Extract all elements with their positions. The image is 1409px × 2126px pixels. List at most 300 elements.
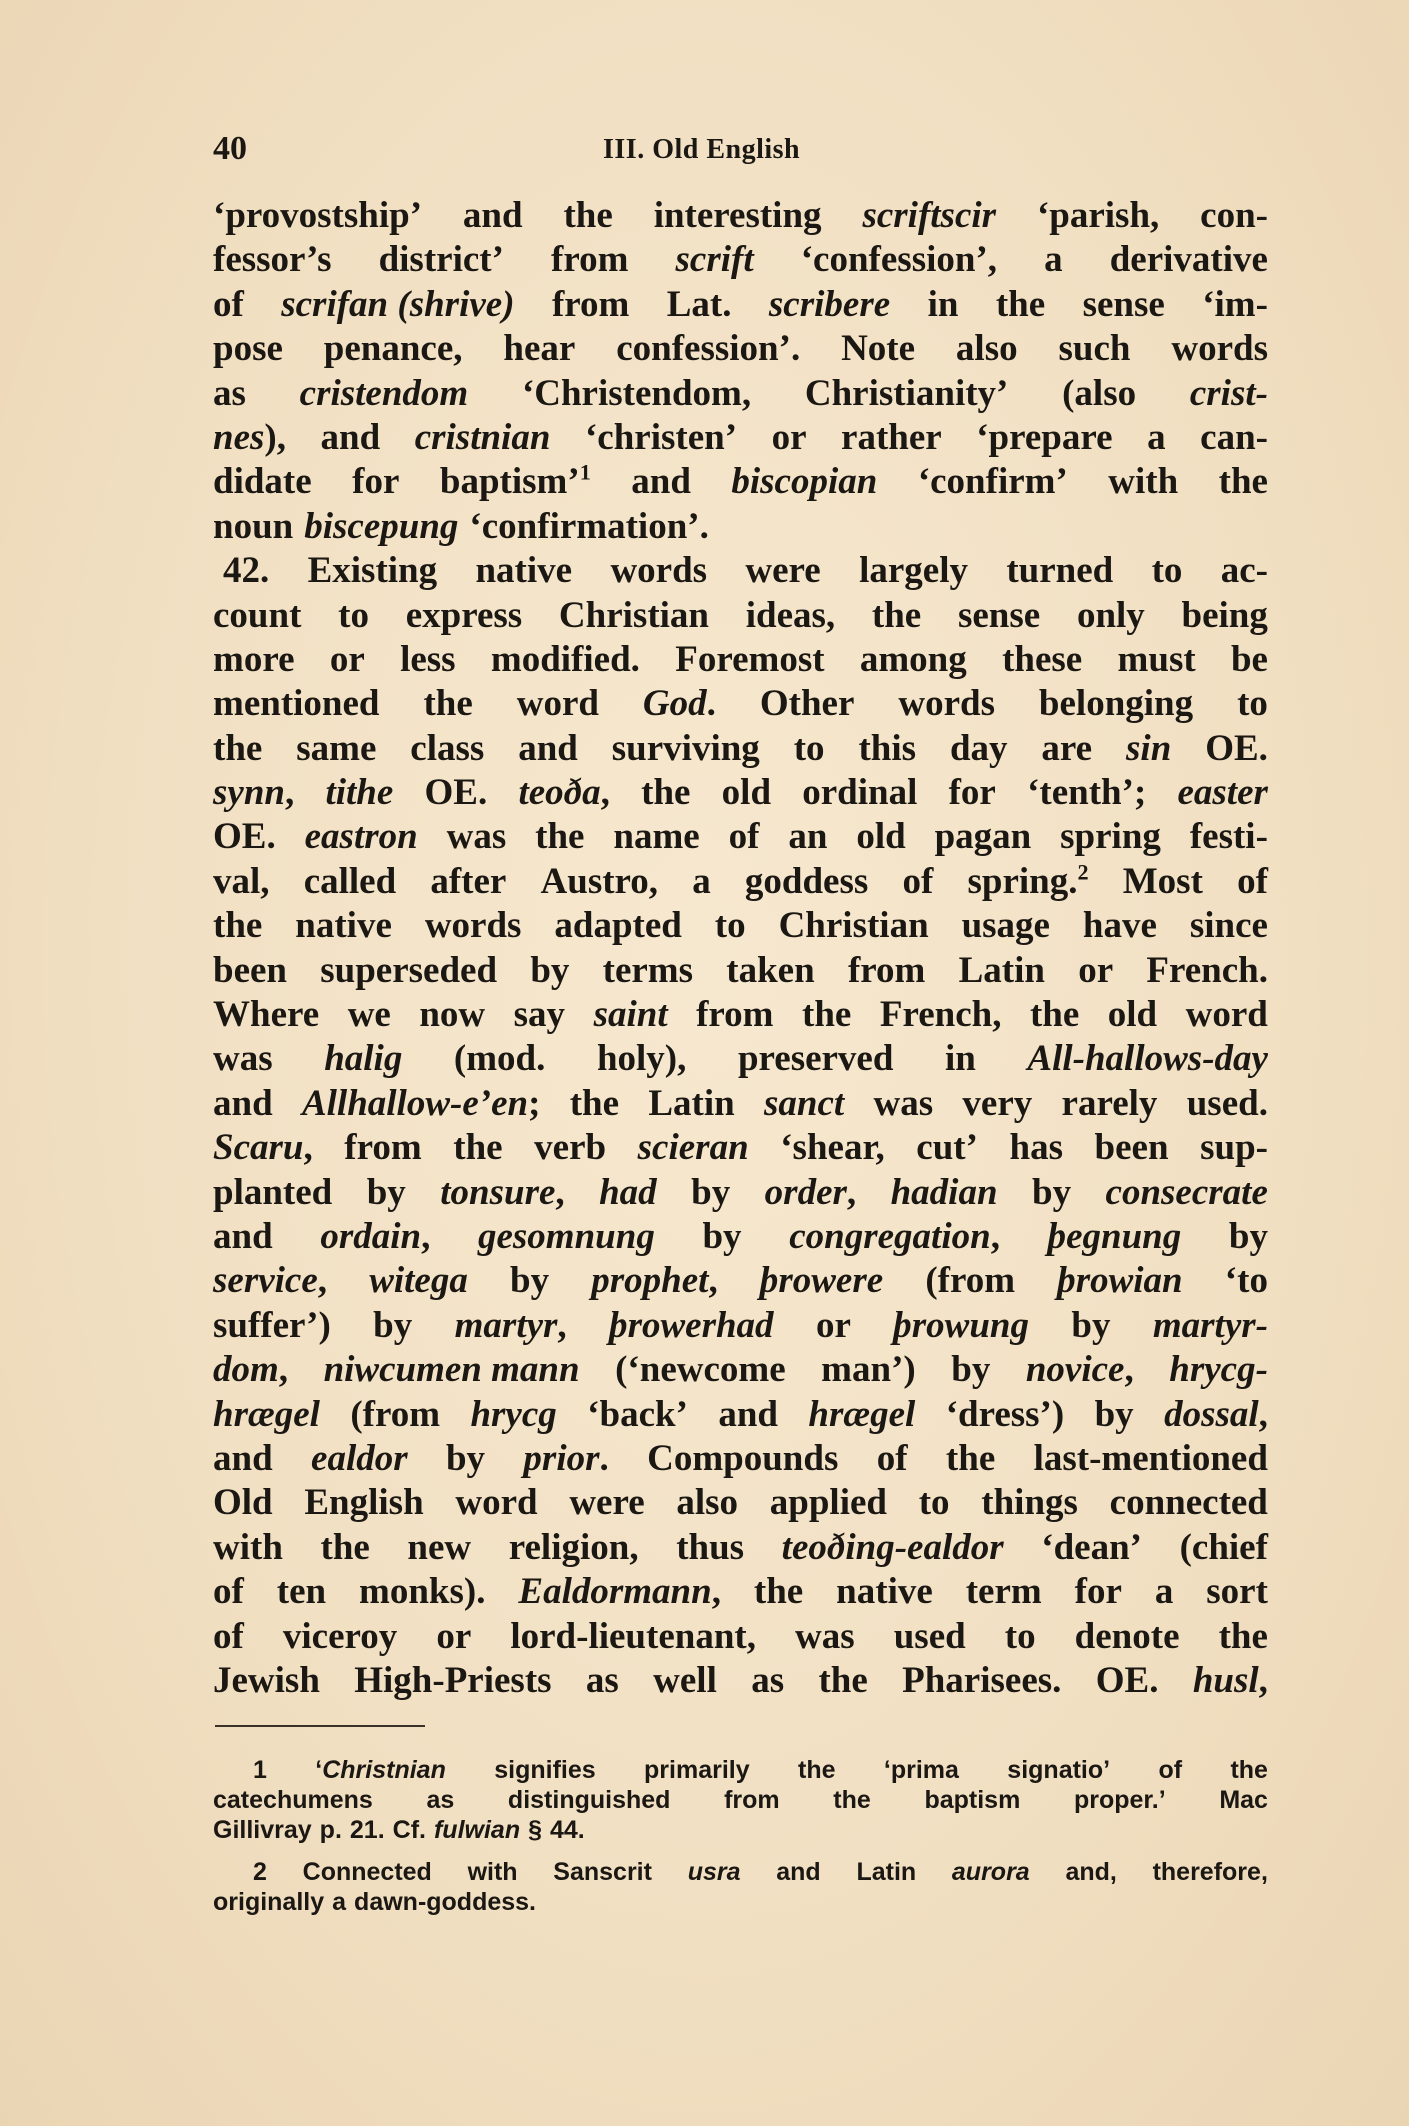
word: Jewish [213, 1659, 320, 1701]
word: ‘im- [1202, 283, 1268, 325]
word: ‘christen’ [584, 416, 738, 458]
word: ‘shear, [780, 1127, 885, 1169]
word: from [344, 1127, 422, 1169]
word: hear [503, 328, 576, 370]
word: as [213, 372, 246, 414]
text-line [213, 1659, 1268, 1703]
word: the [641, 772, 691, 814]
word: now [419, 994, 486, 1036]
word: words [424, 905, 522, 947]
word: an [788, 816, 828, 858]
word: from [551, 283, 630, 325]
word: or [436, 1615, 472, 1657]
word: these [1002, 638, 1083, 680]
word: distinguished [507, 1786, 671, 1814]
text-line [213, 904, 1268, 948]
word: ‘confirm’ [917, 461, 1068, 503]
word: sanct [763, 1082, 845, 1124]
word: been [213, 949, 287, 991]
text-line [213, 1304, 1268, 1348]
word: same [296, 727, 377, 769]
word: § [528, 1816, 542, 1844]
word: superseded [320, 949, 498, 991]
word: have [1082, 905, 1157, 947]
word: þrowerhad [609, 1304, 774, 1346]
word: ‘prepare [976, 416, 1113, 458]
word: the [535, 816, 585, 858]
word: and [320, 416, 381, 458]
word: terms [602, 949, 694, 991]
word: scriftscir [862, 195, 997, 236]
text-line [213, 594, 1268, 638]
word: by [951, 1349, 991, 1391]
word: words [1171, 328, 1268, 370]
footnote-line [213, 1755, 1268, 1785]
word: hrægel [213, 1393, 320, 1435]
word: a [1154, 1571, 1174, 1613]
word: Compounds [647, 1437, 839, 1479]
word: ‘parish, [1036, 195, 1160, 236]
word: of [876, 1437, 908, 1479]
word: used [893, 1615, 966, 1657]
word: OE. [1205, 727, 1268, 769]
word: Latin [958, 949, 1045, 991]
text-line [213, 1037, 1268, 1081]
word: hrægel [808, 1393, 916, 1435]
word: derivative [1109, 239, 1268, 281]
word: High-Priests [354, 1659, 552, 1701]
word: hrycg- [1169, 1349, 1268, 1391]
word: (chief [1179, 1526, 1268, 1568]
text-line [213, 416, 1268, 460]
word: we [347, 994, 391, 1036]
word: congregation, [789, 1215, 1000, 1257]
word: name [613, 816, 700, 858]
word: words [610, 550, 708, 592]
word: ‘confession’, [800, 239, 998, 281]
word: the [213, 727, 263, 769]
word: religion, [508, 1526, 639, 1568]
word: for [1074, 1571, 1122, 1613]
word: or [815, 1304, 851, 1346]
word: OE. [424, 772, 488, 814]
word: All-hallows-day [1027, 1038, 1268, 1080]
word: Where [213, 994, 320, 1036]
text-line [213, 1126, 1268, 1170]
word: sin [1126, 727, 1172, 769]
word: and, [1065, 1858, 1117, 1886]
word: cristendom [299, 372, 469, 414]
text-line [213, 1570, 1268, 1614]
word: proper.’ [1073, 1786, 1166, 1814]
word: used. [1186, 1082, 1268, 1124]
word: for [352, 461, 400, 503]
word: halig [324, 1038, 403, 1080]
word: sort [1206, 1571, 1268, 1613]
footnotes [213, 1755, 1268, 1917]
word: belonging [1038, 683, 1194, 725]
word: by [1032, 1171, 1072, 1213]
word: þrowere [759, 1260, 884, 1302]
word: old [721, 772, 772, 814]
word: to [918, 1482, 950, 1524]
word: to [1151, 550, 1183, 592]
word: adapted [554, 905, 682, 947]
word: interesting [653, 195, 822, 236]
word: was [795, 1615, 855, 1657]
word: by [702, 1215, 742, 1257]
text-line [213, 283, 1268, 327]
word: prior. [523, 1437, 609, 1479]
text-line [213, 194, 1268, 238]
word: Christian [558, 594, 709, 636]
text-line [213, 1437, 1268, 1481]
word: the [423, 683, 473, 725]
page-number: 40 [213, 130, 247, 167]
word: crist- [1189, 372, 1268, 414]
word: God. [642, 683, 716, 725]
word: the [1029, 994, 1080, 1036]
word: pagan [934, 816, 1032, 858]
word: and [718, 1393, 778, 1435]
word: of [1158, 1756, 1183, 1784]
word: þrowian [1057, 1260, 1183, 1302]
word: prophet, [591, 1260, 718, 1302]
word: scrift [675, 239, 754, 281]
text-line [213, 549, 1268, 593]
word: baptism [924, 1786, 1021, 1814]
word: martyr- [1152, 1304, 1268, 1346]
word: (‘newcome [615, 1349, 786, 1391]
word: Sanscrit [553, 1858, 652, 1886]
word: the [833, 1786, 871, 1814]
word: the [569, 1082, 620, 1124]
word: Other [759, 683, 855, 725]
word: suffer’) [213, 1304, 331, 1346]
word: saint [593, 994, 668, 1036]
word: say [513, 994, 566, 1036]
text-line [213, 638, 1268, 682]
word: the [320, 1526, 370, 1568]
word: OE. [213, 816, 276, 858]
word: signifies [494, 1756, 596, 1784]
word: and [462, 195, 523, 236]
word: ‘prima [883, 1756, 959, 1784]
word: with [1108, 461, 1179, 503]
word: express [405, 594, 523, 636]
word: viceroy [282, 1615, 398, 1657]
word: scrifan (shrive) [281, 283, 515, 325]
word: to [338, 594, 369, 636]
text-line [213, 815, 1268, 859]
word: Note [841, 328, 916, 370]
word: by [1094, 1393, 1134, 1435]
word: native [475, 550, 573, 592]
word: term [965, 1571, 1042, 1613]
word: a [692, 860, 711, 902]
word: are [1041, 727, 1093, 769]
word: count [213, 594, 302, 636]
footnote-2 [213, 1857, 1268, 1917]
word: Most [1122, 860, 1203, 902]
word: preserved [737, 1038, 894, 1080]
word: easter [1177, 772, 1268, 814]
text-line [213, 727, 1268, 771]
word: be [1230, 638, 1268, 680]
word: well [653, 1659, 717, 1701]
word: only [1076, 594, 1145, 636]
word: French. [1146, 949, 1268, 991]
word: ‘dress’) [945, 1393, 1065, 1435]
word: con- [1200, 195, 1268, 236]
word: ‘to [1224, 1260, 1268, 1302]
word: rather [841, 416, 942, 458]
word: English [304, 1482, 424, 1524]
word: eastron [304, 816, 418, 858]
text-line [213, 327, 1268, 371]
word: also [955, 328, 1018, 370]
word: of [213, 1571, 244, 1613]
word: the [995, 283, 1046, 325]
word: among [859, 638, 967, 680]
word: ‘Christnian [315, 1756, 446, 1784]
word: and [213, 1082, 273, 1124]
word: biscepung [304, 505, 459, 547]
word: was [213, 1038, 273, 1080]
word: of [902, 860, 934, 902]
word: and [518, 727, 578, 769]
word: dossal, [1164, 1393, 1268, 1435]
word: baptism’$^1$ [439, 460, 591, 503]
word: modified. [490, 638, 640, 680]
word: old [856, 816, 906, 858]
word: planted [213, 1171, 333, 1213]
word: for [948, 772, 996, 814]
text-line [213, 860, 1268, 904]
word: ‘Christendom, [521, 372, 752, 414]
word: from [847, 949, 926, 991]
word: in [927, 283, 959, 325]
word: largely [859, 550, 968, 592]
word: ‘back’ [587, 1393, 688, 1435]
word: hadian [890, 1171, 998, 1213]
word: were [569, 1482, 645, 1524]
word: word [516, 683, 599, 725]
word: the [871, 594, 922, 636]
word: taken [726, 949, 815, 991]
word: by [1228, 1215, 1268, 1257]
word: ten [276, 1571, 327, 1613]
word: from [551, 239, 629, 281]
word: French, [879, 994, 1002, 1036]
word: must [1117, 638, 1196, 680]
word: old [1107, 994, 1158, 1036]
word: things [981, 1482, 1078, 1524]
word: this [858, 727, 917, 769]
word: Connected [302, 1858, 432, 1886]
word: Christianity’ [804, 372, 1009, 414]
word: therefore, [1152, 1858, 1268, 1886]
word: 1 [253, 1756, 267, 1784]
text-line [213, 771, 1268, 815]
word: Austro, [540, 860, 659, 902]
word: called [303, 860, 397, 902]
word: catechumens [213, 1786, 373, 1814]
word: Latin [648, 1082, 735, 1124]
word: 44. [550, 1816, 585, 1844]
word: and [776, 1858, 821, 1886]
word: last-mentioned [1033, 1437, 1268, 1479]
word: goddess [744, 860, 869, 902]
word: the [453, 1127, 503, 1169]
word: word [1185, 994, 1268, 1036]
text-line [213, 372, 1268, 416]
word: man’) [821, 1349, 916, 1391]
text-line [213, 1171, 1268, 1215]
word: by [373, 1304, 413, 1346]
footnote-1 [213, 1755, 1268, 1845]
word: of [728, 816, 760, 858]
word: denote [1074, 1615, 1180, 1657]
word: cut’ [916, 1127, 978, 1169]
word: the [1218, 461, 1268, 503]
word: scribere [768, 283, 891, 325]
word: monks). [359, 1571, 486, 1613]
footnote-line [213, 1785, 1268, 1815]
word: sense [957, 594, 1041, 636]
word: by [1071, 1304, 1111, 1346]
word: more [213, 638, 295, 680]
word: applied [769, 1482, 887, 1524]
word: ordain, [320, 1215, 431, 1257]
word: native [295, 905, 392, 947]
word: ideas, [745, 594, 836, 636]
word: mentioned [213, 683, 380, 725]
word: connected [1109, 1482, 1268, 1524]
text-line [213, 682, 1268, 726]
word: from [696, 994, 774, 1036]
word: Scaru, [213, 1127, 313, 1169]
word: after [430, 860, 507, 902]
word: service, [213, 1260, 328, 1302]
word: since [1189, 905, 1268, 947]
word: consecrate [1105, 1171, 1268, 1213]
word: a [332, 1888, 347, 1916]
word: to [714, 905, 746, 947]
text-line [213, 1259, 1268, 1303]
word: ealdor [311, 1437, 408, 1479]
word: the [818, 1659, 868, 1701]
word: being [1181, 594, 1268, 636]
word: had [599, 1171, 657, 1213]
word: by [366, 1171, 406, 1213]
word: or [329, 638, 365, 680]
word: usage [961, 905, 1050, 947]
word: the [753, 1571, 804, 1613]
word: to [1004, 1615, 1036, 1657]
text-line [213, 1393, 1268, 1437]
word: Foremost [675, 638, 825, 680]
word: very [962, 1082, 1033, 1124]
text-line [213, 1082, 1268, 1126]
word: ‘confirmation’. [469, 505, 709, 547]
word: novice, [1025, 1349, 1134, 1391]
word: þegnung [1047, 1215, 1182, 1257]
word: to [793, 727, 825, 769]
word: cristnian [414, 416, 551, 458]
word: martyr, [454, 1304, 567, 1346]
text-line [213, 1481, 1268, 1525]
word: aurora [951, 1858, 1030, 1886]
word: dawn-goddess. [354, 1888, 537, 1916]
word: word [455, 1482, 538, 1524]
word: a [1147, 416, 1166, 458]
word: the [1230, 1756, 1268, 1784]
word: (mod. [453, 1038, 546, 1080]
word: noun [213, 505, 294, 547]
word: biscopian [731, 461, 878, 503]
word: the [563, 195, 613, 236]
word: and [213, 1437, 273, 1479]
word: the [945, 1437, 996, 1479]
word: festi- [1189, 816, 1268, 858]
word: the [213, 905, 263, 947]
word: or [1078, 949, 1114, 991]
word: Old [213, 1482, 273, 1524]
word: teoða, [518, 772, 610, 814]
text-line [213, 460, 1268, 504]
word: fessor’s [213, 239, 332, 281]
word: Ealdormann, [518, 1571, 721, 1613]
word: with [213, 1526, 283, 1568]
word: the [798, 1756, 836, 1784]
footnote-line [213, 1815, 1268, 1845]
word: 42. [223, 550, 270, 592]
body-text [213, 194, 1268, 1703]
word: Latin [856, 1858, 917, 1886]
word: from [724, 1786, 780, 1814]
word: OE. [1095, 1659, 1159, 1701]
word: as [751, 1659, 785, 1701]
word: district’ [378, 239, 504, 281]
word: and [213, 1215, 273, 1257]
word: val, [213, 860, 270, 902]
word: thus [676, 1526, 745, 1568]
word: spring.$^2$ [967, 859, 1089, 902]
word: spring [1060, 816, 1161, 858]
word: the [802, 994, 852, 1036]
word: a [1044, 239, 1063, 281]
word: with [467, 1858, 518, 1886]
word: Christian [778, 905, 929, 947]
word: by [510, 1260, 550, 1302]
word: verb [534, 1127, 607, 1169]
word: order, [764, 1171, 857, 1213]
word: ‘tenth’; [1027, 772, 1147, 814]
word: p. [319, 1816, 342, 1844]
word: synn, [213, 772, 295, 814]
word: tonsure, [440, 1171, 565, 1213]
word: sense [1082, 283, 1165, 325]
word: by [445, 1437, 486, 1479]
word: as [426, 1786, 455, 1814]
word: in [945, 1038, 976, 1080]
word: dom, [213, 1349, 289, 1391]
word: hrycg [470, 1393, 557, 1435]
word: originally [213, 1888, 325, 1916]
word: the [1218, 1615, 1268, 1657]
word: class [410, 727, 485, 769]
